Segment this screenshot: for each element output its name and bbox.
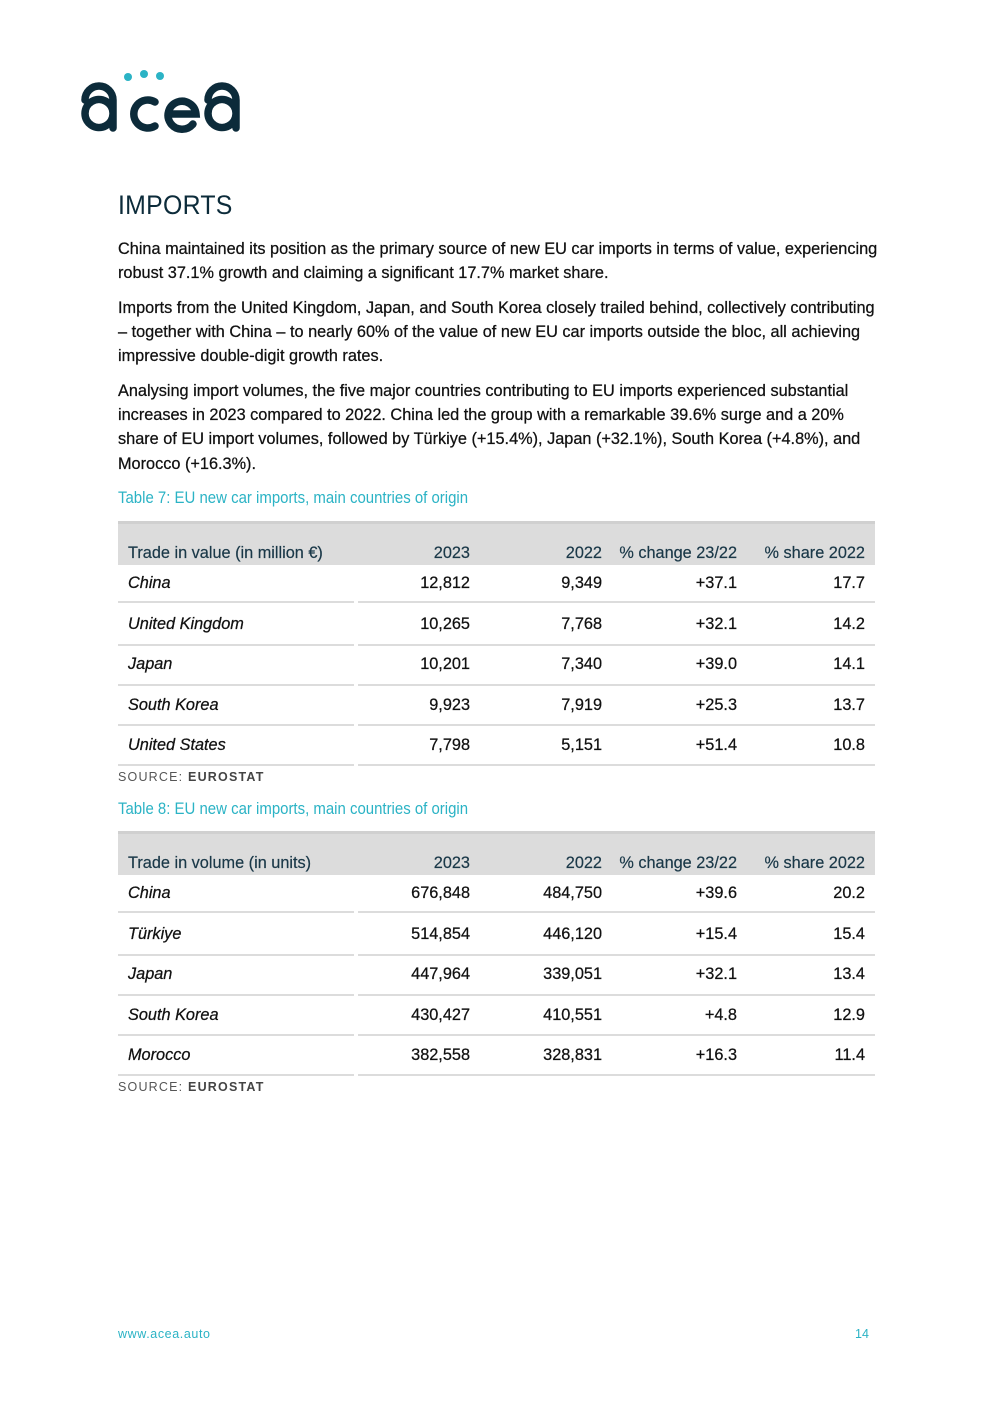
header-cell: % change 23/22 — [619, 544, 737, 562]
country-cell: Morocco — [118, 1036, 354, 1076]
table-row — [118, 605, 875, 645]
table-row — [118, 956, 875, 996]
header-cell: 2023 — [433, 544, 470, 562]
value-2022-cell: 484,750 — [480, 875, 612, 913]
country-cell: United Kingdom — [118, 605, 354, 645]
section-title: IMPORTS — [118, 190, 233, 220]
value-2023-cell: 7,798 — [358, 726, 480, 766]
header-cell: 2023 — [433, 854, 470, 872]
value-2022-cell: 328,831 — [480, 1036, 612, 1076]
footer-website-link[interactable]: www.acea.auto — [118, 1327, 211, 1341]
change-cell: +15.4 — [612, 915, 747, 955]
header-cell: % share 2022 — [764, 544, 865, 562]
table-row — [118, 875, 875, 915]
value-2022-cell: 7,340 — [480, 646, 612, 686]
share-cell: 13.7 — [747, 686, 875, 726]
country-cell: Japan — [118, 646, 354, 686]
table-body — [118, 565, 875, 766]
share-cell: 11.4 — [747, 1036, 875, 1076]
change-cell: +39.6 — [612, 875, 747, 913]
value-2023-cell: 382,558 — [358, 1036, 480, 1076]
header-cell: % change 23/22 — [619, 854, 737, 872]
table-body — [118, 875, 875, 1076]
paragraph-2: Imports from the United Kingdom, Japan, and South Korea closely trailed behind, collectively contributing – together with China – to nearly 60% of the value of new EU car imports outside the bloc, all achieving impressive double-digit growth rates. — [118, 299, 875, 366]
paragraph-3: Analysing import volumes, the five major countries contributing to EU imports experienced substantial increases in 2023 compared to 2022. China led the group with a remarkable 39.6% surge and a 20% share of EU import volumes, followed by Türkiye (+15.4%), Japan (+32.1%), South Korea (+4.8%), and Morocco (+16.3%). — [118, 382, 861, 473]
country-cell: South Korea — [118, 996, 354, 1036]
table-row — [118, 565, 875, 605]
table-header — [118, 831, 875, 875]
value-2023-cell: 447,964 — [358, 956, 480, 996]
change-cell: +4.8 — [612, 996, 747, 1036]
value-2023-cell: 9,923 — [358, 686, 480, 726]
table-header — [118, 521, 875, 565]
table-row — [118, 686, 875, 726]
source-value: EUROSTAT — [188, 1080, 265, 1095]
country-cell: China — [118, 565, 354, 603]
value-2023-cell: 12,812 — [358, 565, 480, 603]
table-7-caption: Table 7: EU new car imports, main countries of origin — [118, 488, 469, 507]
table-row — [118, 726, 875, 766]
change-cell: +51.4 — [612, 726, 747, 766]
change-cell: +25.3 — [612, 686, 747, 726]
change-cell: +32.1 — [612, 956, 747, 996]
table-row — [118, 996, 875, 1036]
value-2022-cell: 7,919 — [480, 686, 612, 726]
table-8 — [118, 831, 875, 1094]
share-cell: 15.4 — [747, 915, 875, 955]
source-label: SOURCE: — [118, 1080, 184, 1095]
value-2023-cell: 10,201 — [358, 646, 480, 686]
share-cell: 12.9 — [747, 996, 875, 1036]
value-2022-cell: 7,768 — [480, 605, 612, 645]
value-2022-cell: 339,051 — [480, 956, 612, 996]
header-cell: Trade in volume (in units) — [128, 854, 312, 872]
share-cell: 17.7 — [747, 565, 875, 603]
header-cell: 2022 — [565, 854, 602, 872]
paragraph-1: China maintained its position as the primary source of new EU car imports in terms of value, experiencing robust 37.1% growth and claiming a significant 17.7% market share. — [118, 240, 878, 283]
value-2023-cell: 676,848 — [358, 875, 480, 913]
table-row — [118, 1036, 875, 1076]
page-number: 14 — [855, 1327, 869, 1341]
country-cell: Türkiye — [118, 915, 354, 955]
country-cell: Japan — [118, 956, 354, 996]
header-cell: % share 2022 — [764, 854, 865, 872]
value-2022-cell: 5,151 — [480, 726, 612, 766]
table-row — [118, 646, 875, 686]
country-cell: China — [118, 875, 354, 913]
header-cell: 2022 — [565, 544, 602, 562]
value-2022-cell: 9,349 — [480, 565, 612, 603]
share-cell: 13.4 — [747, 956, 875, 996]
value-2023-cell: 430,427 — [358, 996, 480, 1036]
change-cell: +32.1 — [612, 605, 747, 645]
table-7 — [118, 521, 875, 784]
value-2022-cell: 446,120 — [480, 915, 612, 955]
share-cell: 14.1 — [747, 646, 875, 686]
share-cell: 20.2 — [747, 875, 875, 913]
header-cell: Trade in value (in million €) — [128, 544, 323, 562]
country-cell: United States — [118, 726, 354, 766]
table-7-source — [118, 770, 875, 784]
change-cell: +16.3 — [612, 1036, 747, 1076]
country-cell: South Korea — [118, 686, 354, 726]
source-label: SOURCE: — [118, 770, 184, 785]
value-2022-cell: 410,551 — [480, 996, 612, 1036]
share-cell: 10.8 — [747, 726, 875, 766]
change-cell: +39.0 — [612, 646, 747, 686]
share-cell: 14.2 — [747, 605, 875, 645]
source-value: EUROSTAT — [188, 770, 265, 785]
table-8-caption: Table 8: EU new car imports, main countries of origin — [118, 799, 469, 818]
value-2023-cell: 514,854 — [358, 915, 480, 955]
table-row — [118, 915, 875, 955]
change-cell: +37.1 — [612, 565, 747, 603]
table-8-source — [118, 1080, 875, 1094]
value-2023-cell: 10,265 — [358, 605, 480, 645]
acea-logo — [75, 64, 245, 136]
